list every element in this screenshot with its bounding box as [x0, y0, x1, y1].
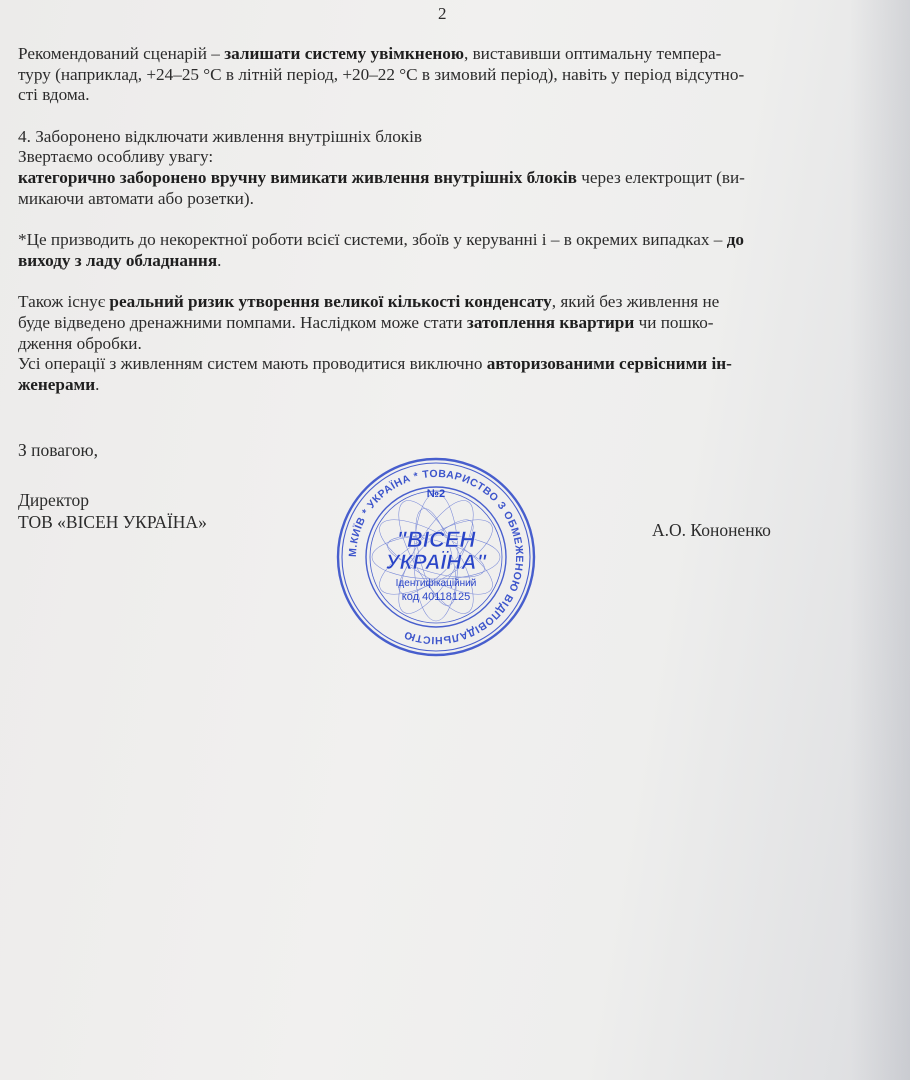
text-line: Також існує реальний ризик утворення великої кількості конденсату, який без живлення не [18, 292, 720, 312]
signatory-name: А.О. Кононенко [652, 520, 771, 540]
text-line: виходу з ладу обладнання. [18, 250, 222, 270]
stamp-id-label: Ідентифікаційний [395, 578, 477, 589]
text-line: сті вдома. [18, 85, 90, 105]
stamp-ring-text: М.КИЇВ * УКРАЇНА * ТОВАРИСТВО З ОБМЕЖЕНОЮ ВІДПОВІДАЛЬНІСТЮ [346, 467, 526, 647]
text-line: Звертаємо особливу увагу: [18, 147, 214, 167]
text-line: дження обробки. [18, 333, 142, 353]
text-line: микаючи автомати або розетки). [18, 188, 254, 208]
signatory-company: ТОВ «ВІСЕН УКРАЇНА» [18, 512, 207, 532]
company-stamp [334, 455, 538, 659]
text-line: *Це призводить до некоректної роботи всієї системи, збоїв у керуванні і – в окремих випадках – до [18, 230, 744, 250]
closing: З повагою, [18, 440, 98, 460]
page-number: 2 [438, 4, 447, 23]
text-line: женерами. [18, 374, 100, 394]
text-line: категорично заборонено вручну вимикати живлення внутрішніх блоків через електрощит (ви- [18, 167, 745, 187]
text-line: буде відведено дренажними помпами. Наслідком може стати затоплення квартири чи пошко- [18, 312, 714, 332]
section-heading: 4. Заборонено відключати живлення внутрішніх блоків [18, 126, 423, 146]
text-line: туру (наприклад, +24–25 °С в літній період, +20–22 °С в зимовий період), навіть у період відсутно- [18, 64, 745, 84]
text-line: Рекомендований сценарій – залишати систему увімкненою, виставивши оптимальну темпера- [18, 44, 722, 63]
signatory-title: Директор [18, 490, 90, 510]
page-edge-shadow [850, 0, 910, 1080]
stamp-id-code: код 40118125 [401, 591, 471, 603]
stamp-name-line1: "ВІСЕН [396, 527, 476, 552]
stamp-name-line2: УКРАЇНА" [385, 551, 487, 574]
text-line: Усі операції з живленням систем мають проводитися виключно авторизованими сервісними ін- [18, 354, 732, 374]
stamp-number: №2 [426, 488, 446, 500]
letter-body [18, 44, 858, 395]
